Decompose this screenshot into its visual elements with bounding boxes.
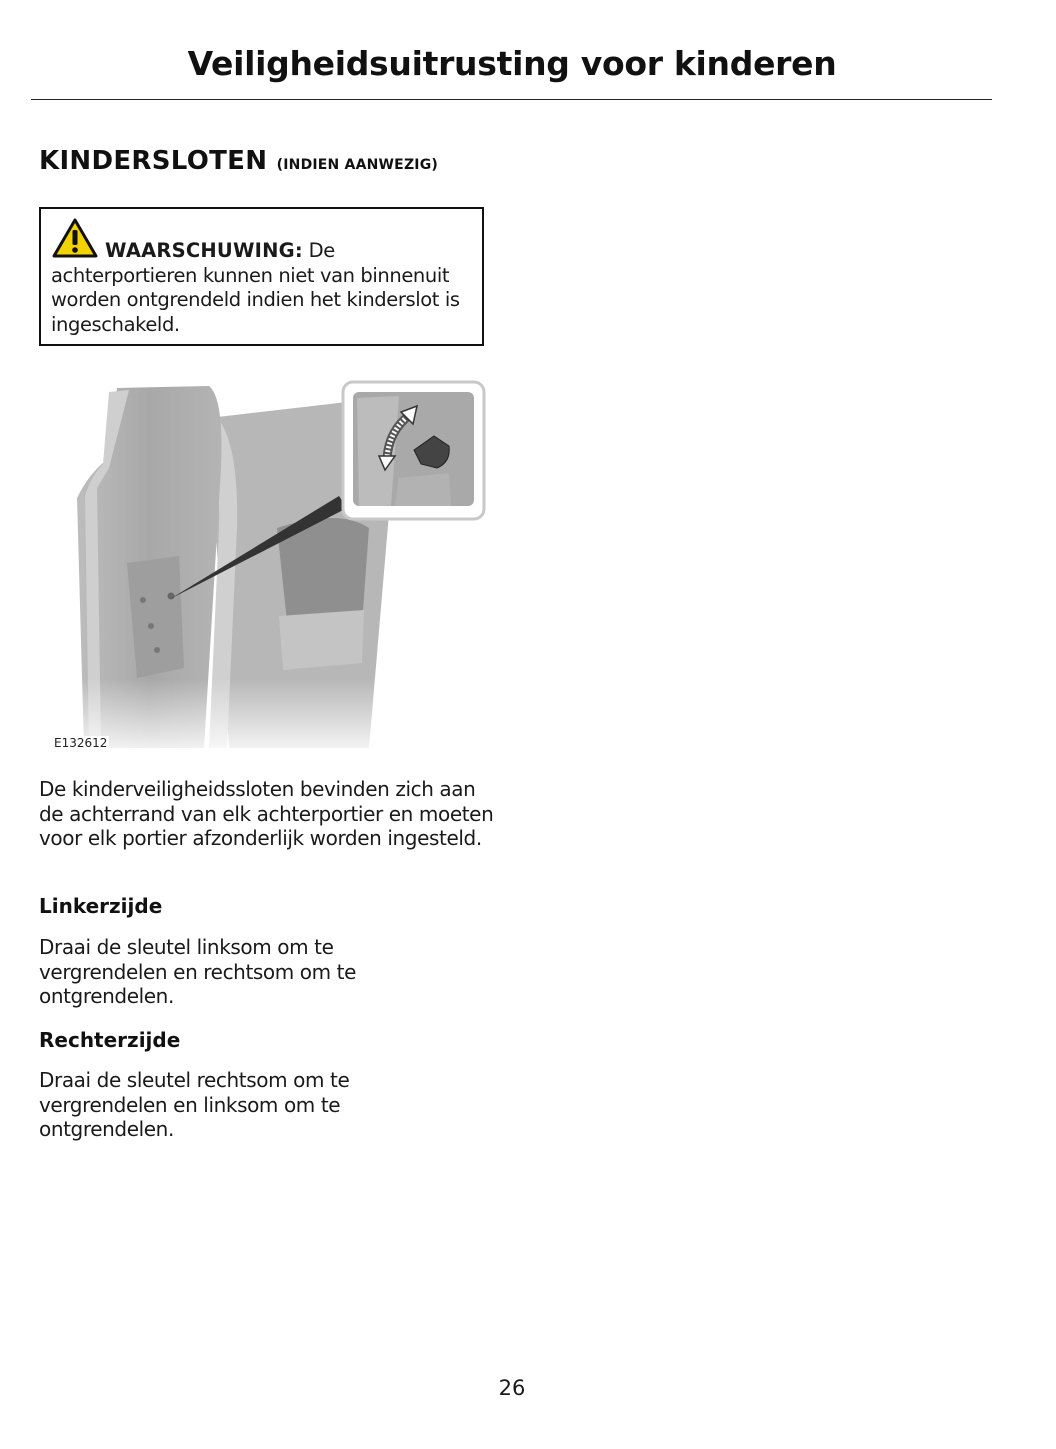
door-illustration — [39, 378, 489, 754]
page-title: Veiligheidsuitrusting voor kinderen — [187, 44, 837, 83]
left-side-paragraph: Draai de sleutel linksom om te vergrendelen en rechtsom om te ontgrendelen. — [39, 935, 357, 1008]
page-number: 26 — [498, 1376, 526, 1400]
section-heading-suffix: (INDIEN AANWEZIG) — [276, 157, 438, 173]
section-heading — [39, 146, 438, 176]
child-lock-illustration — [39, 378, 489, 754]
intro-paragraph: De kinderveiligheidssloten bevinden zich aan de achterrand van elk achterportier en moeten voor elk portier afzonderlijk worden ingesteld. — [39, 777, 494, 850]
illustration-fade — [39, 378, 489, 754]
right-side-heading: Rechterzijde — [39, 1028, 181, 1052]
section-heading-main: KINDERSLOTEN — [39, 146, 268, 176]
warning-box — [39, 207, 484, 346]
warning-body: De achterportieren kunnen niet van binnenuit worden ontgrendeld indien het kinderslot is ingeschakeld. — [51, 239, 460, 336]
warning-text — [51, 239, 479, 337]
warning-indent — [51, 256, 105, 257]
right-side-paragraph: Draai de sleutel rechtsom om te vergrendelen en linksom om te ontgrendelen. — [39, 1068, 350, 1141]
title-divider — [31, 99, 992, 100]
warning-label: WAARSCHUWING: — [105, 239, 303, 262]
figure-code: E132612 — [54, 736, 108, 750]
left-side-heading: Linkerzijde — [39, 894, 163, 918]
